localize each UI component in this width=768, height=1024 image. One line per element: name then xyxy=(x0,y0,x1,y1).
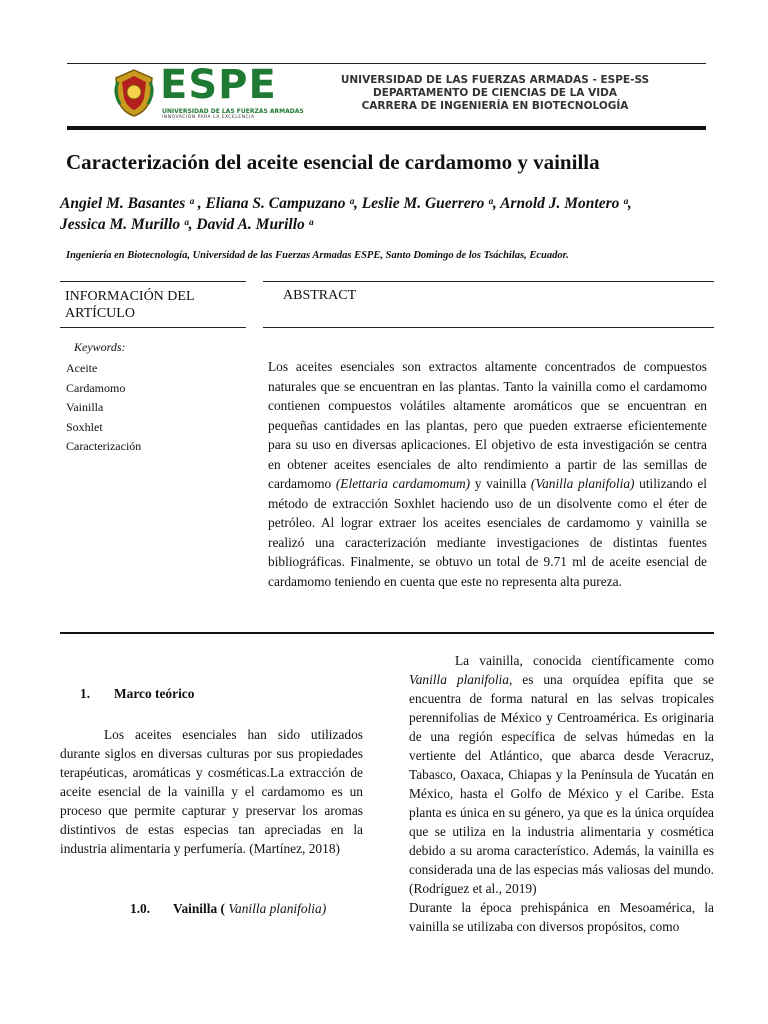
abstract-text xyxy=(268,357,707,591)
header-bottom-rule xyxy=(67,126,706,130)
section-title: Marco teórico xyxy=(114,686,195,701)
keyword: Soxhlet xyxy=(66,419,103,434)
subsection-heading xyxy=(130,901,326,917)
logo-subtitle: UNIVERSIDAD DE LAS FUERZAS ARMADAS xyxy=(162,108,304,115)
section-number: 1. xyxy=(80,686,91,701)
career-line: CARRERA DE INGENIERÍA EN BIOTECNOLOGÍA xyxy=(361,100,629,112)
keyword: Vainilla xyxy=(66,400,104,414)
paragraph: Los aceites esenciales han sido utilizados durante siglos en diversas culturas por sus propiedades terapéuticas, aromáticas y cosméticas.La extracción de aceite esencial de la vainilla y el cardamomo es un proceso que permite capturar y preservar los aromas distintivos de estas especias tan apreciadas en la industria alimentaria y perfumería. (Martínez, 2018) xyxy=(60,727,363,856)
institution-block xyxy=(330,74,660,113)
authors-line-1: Angiel M. Basantes ᵃ , Eliana S. Campuzano ᵃ, Leslie M. Guerrero ᵃ, Arnold J. Montero ᵃ, xyxy=(60,195,632,212)
abstract-species-1: (Elettaria cardamomum) xyxy=(335,476,471,491)
keywords-list xyxy=(66,359,141,457)
paragraph xyxy=(409,651,714,898)
keyword: Cardamomo xyxy=(66,380,126,395)
article-info-heading: INFORMACIÓN DEL ARTÍCULO xyxy=(65,289,194,321)
affiliation: Ingeniería en Biotecnología, Universidad de las Fuerzas Armadas ESPE, Santo Domingo de los Tsáchilas, Ecuador. xyxy=(66,250,569,261)
paper-title: Caracterización del aceite esencial de cardamomo y vainilla xyxy=(66,150,600,174)
university-crest-icon xyxy=(112,68,156,118)
abstract-text-part: utilizando el método de extracción Soxhlet haciendo uso de un disolvente como el éter de petróleo. Al lograr extraer los aceites esenciales de cardamomo y vainilla se realizó una caracterización mediante investigaciones de distintas fuentes bibliográficas. Finalmente, se obtuvo un total de 9.71 ml de aceite esencial de cardamomo teniendo en cuenta que este no representa alta pureza. xyxy=(268,476,707,589)
body-column-left xyxy=(60,725,363,858)
subsection-title: Vainilla ( xyxy=(173,901,229,916)
authors-line-2: Jessica M. Murillo ᵃ, David A. Murillo ᵃ xyxy=(60,216,314,233)
paragraph: Durante la época prehispánica en Mesoamérica, la vainilla se utilizaba con diversos propósitos, como xyxy=(409,900,714,934)
department-line: DEPARTAMENTO DE CIENCIAS DE LA VIDA xyxy=(373,87,617,99)
logo-wordmark: ESPE xyxy=(160,62,277,108)
logo-tagline: INNOVACIÓN PARA LA EXCELENCIA xyxy=(162,115,255,120)
abstract-heading: ABSTRACT xyxy=(283,288,357,303)
keywords-label: Keywords: xyxy=(74,340,126,354)
abstract-species-2: (Vanilla planifolia) xyxy=(530,476,635,491)
keyword: Caracterización xyxy=(66,439,142,453)
abstract-bottom-rule xyxy=(263,327,714,328)
section-heading xyxy=(80,686,194,702)
info-bottom-rule xyxy=(60,327,246,328)
body-column-right xyxy=(409,651,714,936)
authors xyxy=(60,193,720,235)
subsection-number: 1.0. xyxy=(130,901,151,916)
abstract-text-part: Los aceites esenciales son extractos altamente concentrados de compuestos naturales que se encuentran en las plantas. Tanto la vainilla como el cardamomo contienen compuestos volátiles altamente aromáticos que se encuentran en pequeñas cantidades en las plantas, pero que pueden extraerse eficientemente para su uso en diversas aplicaciones. El objetivo de esta investigación se centra en obtener aceites esenciales de alto rendimiento a partir de las semillas de cardamomo xyxy=(268,359,707,491)
subsection-title-italic: Vanilla planifolia) xyxy=(228,901,327,916)
espe-logo xyxy=(110,62,304,122)
paragraph-part: , es una orquídea epífita que se encuentra de forma natural en las selvas tropicales perennifolias de México y Centroamérica. Es originaria de una región específica de selvas húmedas en la vertiente del Atlántico, que abarca desde Veracruz, Tabasco, Oaxaca, Chiapas y la Península de Yucatán en México, hasta el Golfo de México y el Caribe. Esta planta es única en su género, ya que es la única orquídea que se utiliza en la industria alimentaria y cosmética debido a su aroma característico. Además, la vainilla es considerada una de las especias más valiosas del mundo. (Rodríguez et al., 2019) xyxy=(409,672,714,896)
paragraph-part: La vainilla, conocida científicamente como xyxy=(455,653,714,668)
species-name: Vanilla planifolia xyxy=(409,672,509,687)
keyword: Aceite xyxy=(66,361,98,375)
info-top-rule xyxy=(60,281,246,282)
section-divider xyxy=(60,632,714,634)
abstract-text-part: y vainilla xyxy=(470,476,531,491)
abstract-top-rule xyxy=(263,281,714,282)
institution-line: UNIVERSIDAD DE LAS FUERZAS ARMADAS - ESPE-SS xyxy=(340,74,650,86)
